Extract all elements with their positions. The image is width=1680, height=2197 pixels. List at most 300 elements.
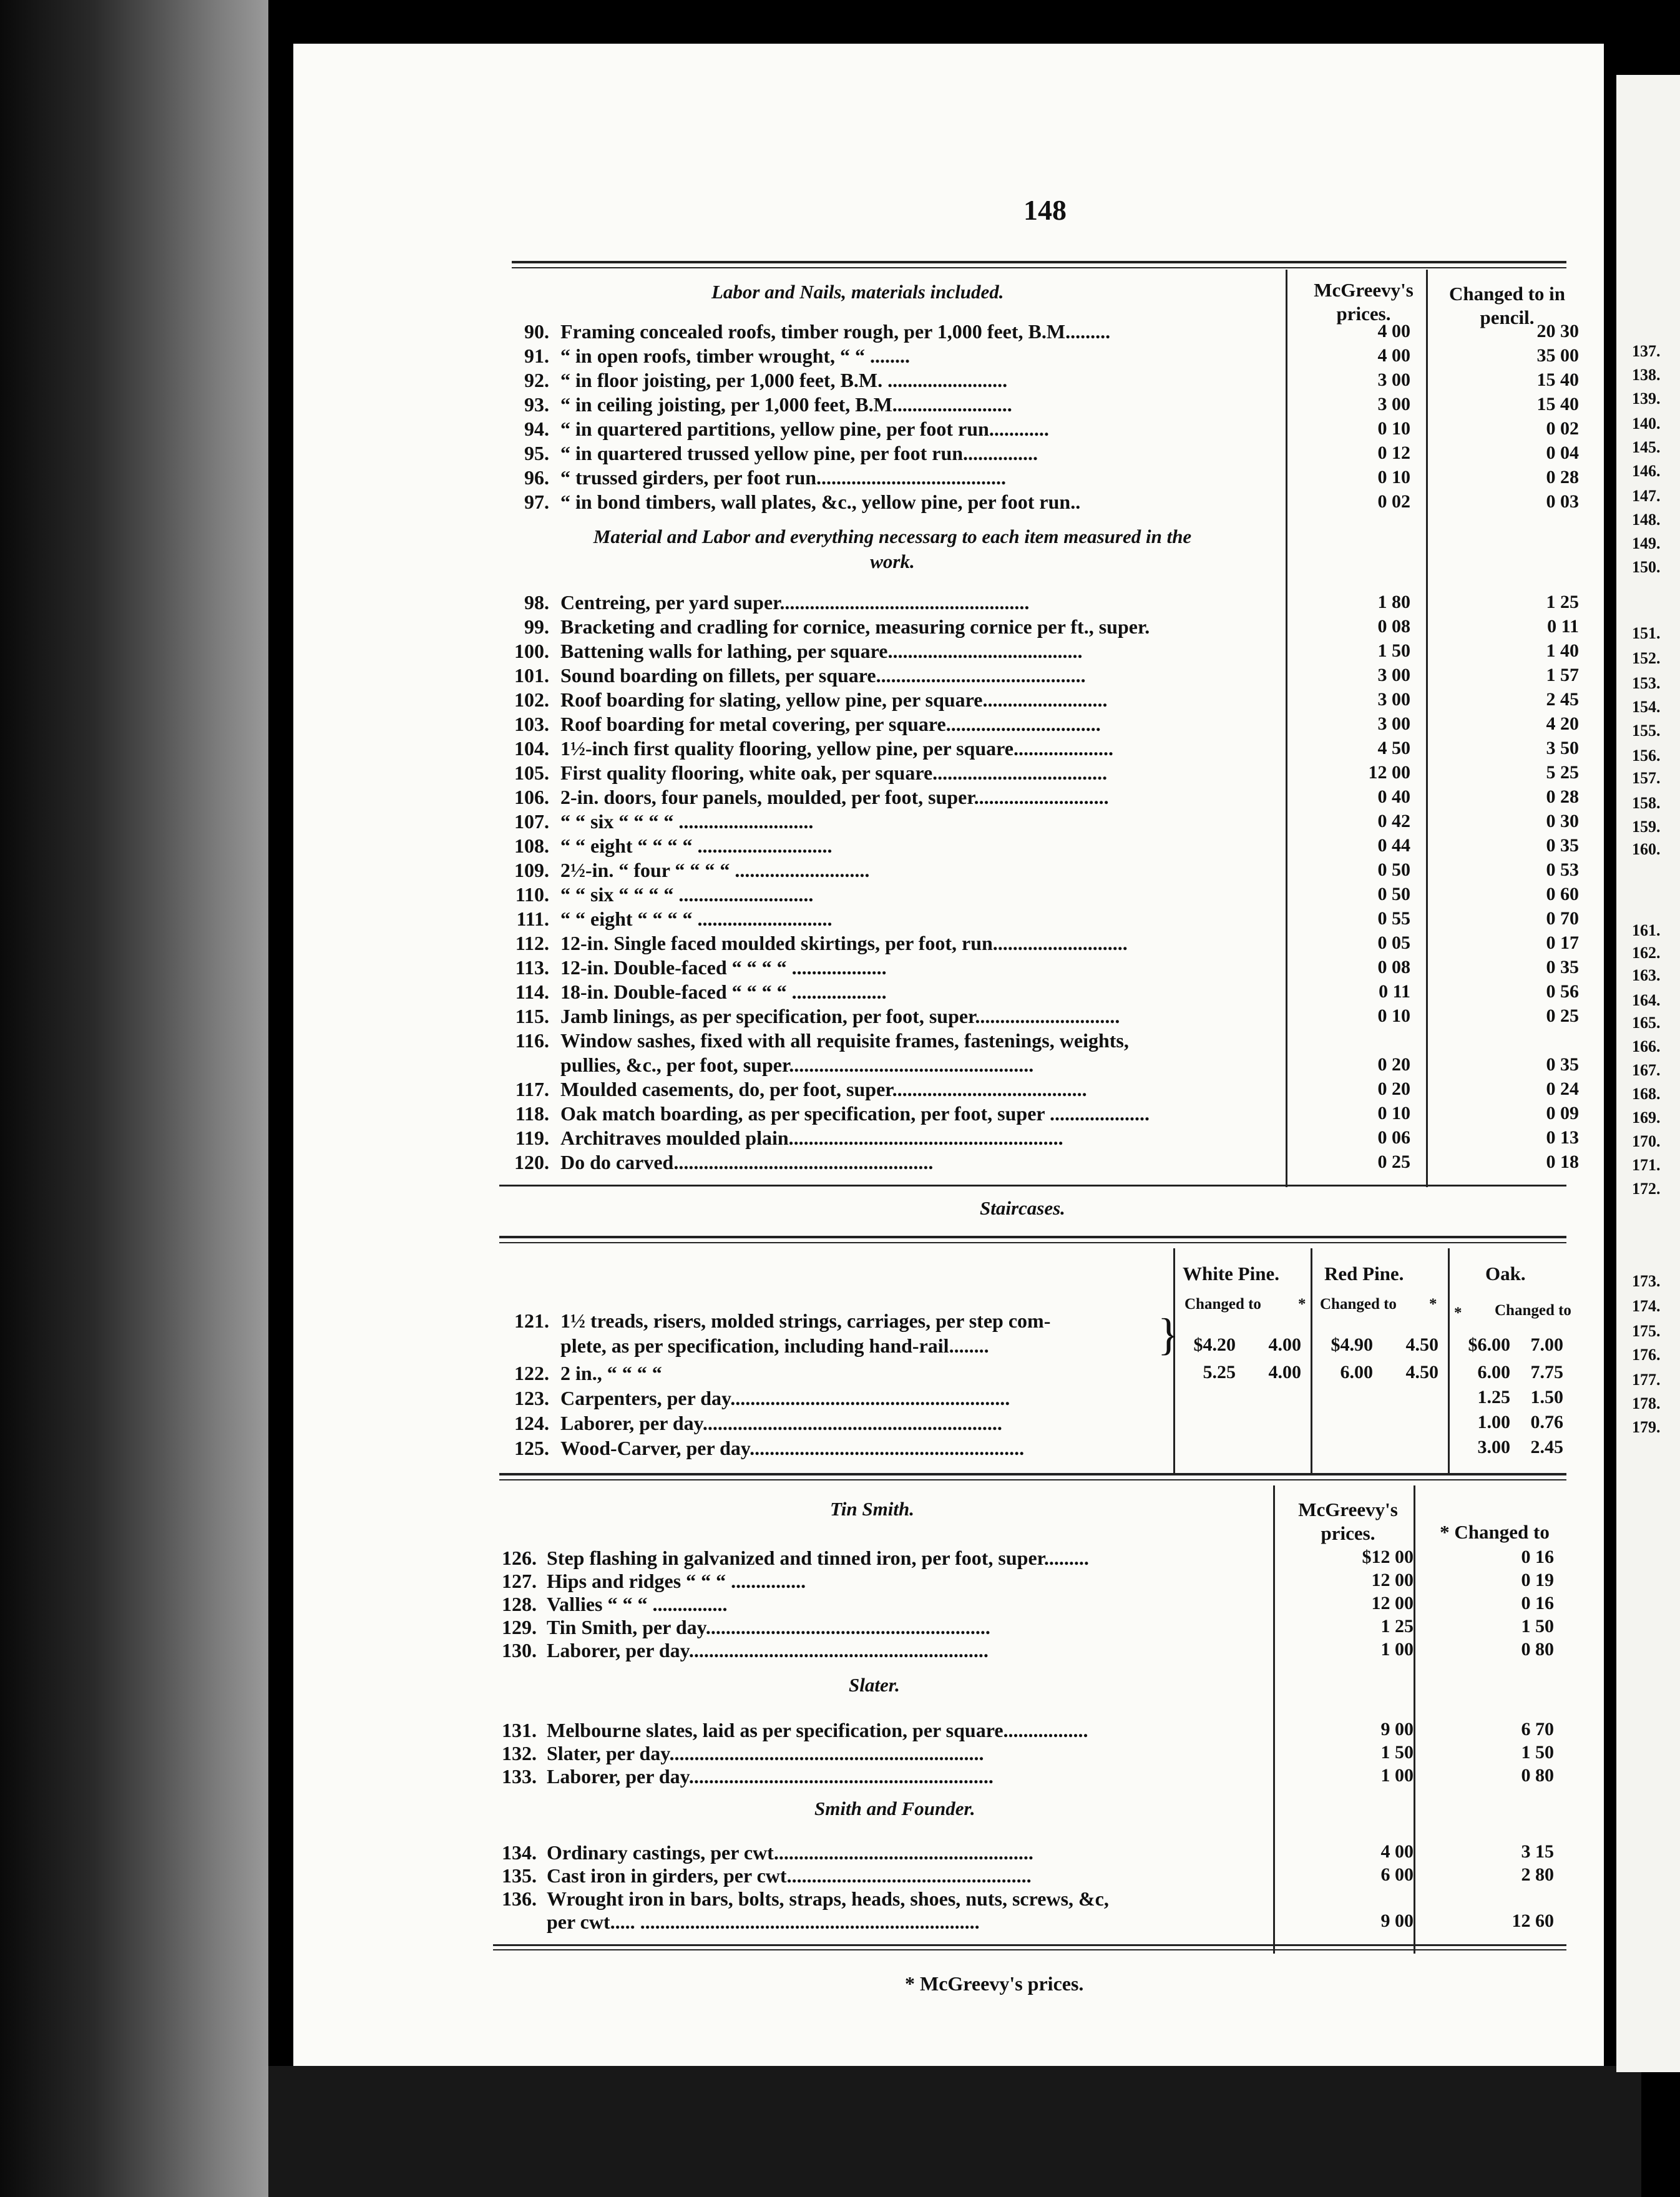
price-changed: 2 80 [1521,1864,1554,1885]
item-number: 114. [515,981,549,1003]
table-row [487,1150,1579,1174]
table-row [487,688,1579,712]
oak-changed: 7.00 [1530,1334,1563,1355]
price-changed: 0 80 [1521,1765,1554,1786]
item-number: 136. [502,1887,537,1910]
table-row [487,858,1579,882]
item-number: 101. [514,664,549,687]
red-pine-mcgreevy: 4.50 [1405,1362,1438,1382]
item-description: Jamb linings, as per specification, per foot, super............................. [560,1005,1120,1027]
price-mcgreevy: 3 00 [1377,713,1410,734]
adjacent-page-item-number: 150. [1632,558,1661,576]
item-number: 103. [514,713,549,735]
item-description: 12-in. Double-faced “ “ “ “ ................... [560,956,887,979]
stair-item-desc-cont: plete, as per specification, including hand-rail........ [560,1334,989,1357]
stair-item-desc: Wood-Carver, per day....................................................... [560,1437,1025,1459]
item-number: 129. [502,1616,537,1638]
item-description: Architraves moulded plain....................................................... [560,1127,1063,1149]
bottom-rule [493,1944,1566,1946]
price-changed: 0 28 [1546,467,1579,487]
adjacent-page-item-number: 146. [1632,462,1661,480]
tinsmith-title: Tin Smith. [830,1498,914,1520]
price-mcgreevy: 1 80 [1377,592,1410,612]
price-mcgreevy: 1 50 [1377,640,1410,661]
col-header-mcgreevy: McGreevy's prices. [1314,279,1414,325]
price-changed: 1 25 [1546,592,1579,612]
price-changed: 4 20 [1546,713,1579,734]
book-spine-edge [0,0,268,2197]
adjacent-page-item-number: 169. [1632,1108,1661,1127]
price-mcgreevy: 3 00 [1377,394,1410,414]
red-pine-changed: 6.00 [1340,1362,1373,1382]
price-changed: 15 40 [1536,394,1579,414]
price-changed: 0 18 [1546,1152,1579,1172]
tinsmith-col-divider [1414,1485,1415,1954]
smith-title: Smith and Founder. [814,1798,975,1819]
adjacent-page-item-number: 168. [1632,1085,1661,1103]
subtitle: Material and Labor and everything necessarg to each item measured in the [593,526,1192,547]
oak-mcgreevy: $6.00 [1468,1334,1510,1355]
price-mcgreevy: 0 25 [1377,1152,1410,1172]
item-description: Do do carved.................................................... [560,1151,934,1173]
table-row [487,834,1579,858]
brace: } [1158,1309,1179,1359]
price-changed: 0 35 [1546,1054,1579,1075]
item-description: per cwt..... .................................................................... [547,1911,980,1933]
price-changed: 0 03 [1546,491,1579,512]
table-row [487,1126,1579,1150]
adjacent-page-item-number: 153. [1632,674,1661,692]
stair-item-number: 121. [514,1309,549,1332]
price-changed: 6 70 [1521,1719,1554,1739]
item-number: 135. [502,1864,537,1887]
price-mcgreevy: 6 00 [1380,1864,1414,1885]
price-changed: 0 09 [1546,1103,1579,1123]
stair-item-desc: 2 in., “ “ “ “ [560,1362,662,1384]
item-number: 111. [516,908,549,930]
white-pine-mcgreevy: 4.00 [1268,1362,1301,1382]
table-row [487,1102,1579,1125]
price-mcgreevy: $12 00 [1362,1547,1414,1567]
price-mcgreevy: 0 06 [1377,1127,1410,1148]
table-row [487,1053,1579,1077]
price-changed: 2 45 [1546,689,1579,710]
item-description: Framing concealed roofs, timber rough, per 1,000 feet, B.M......... [560,320,1111,343]
page-bottom-shadow [268,2066,1641,2197]
table-row [487,712,1579,736]
item-description: Battening walls for lathing, per square....................................... [560,640,1083,662]
item-number: 92. [524,369,549,391]
table-row [487,1004,1579,1028]
item-description: Cast iron in girders, per cwt................................................. [547,1864,1032,1887]
item-description: 12-in. Single faced moulded skirtings, per foot, run........................... [560,932,1128,954]
price-mcgreevy: 9 00 [1380,1719,1414,1739]
table-row [487,931,1579,955]
stair-item-number: 122. [514,1362,549,1384]
price-mcgreevy: 0 40 [1377,786,1410,807]
adjacent-page-item-number: 149. [1632,534,1661,552]
item-number: 90. [524,320,549,343]
item-number: 98. [524,591,549,614]
white-pine-mcgreevy: 4.00 [1268,1334,1301,1355]
price-mcgreevy: 1 50 [1380,1742,1414,1763]
item-number: 132. [502,1742,537,1764]
price-changed: 0 35 [1546,957,1579,977]
item-description: Moulded casements, do, per foot, super....................................... [560,1078,1087,1100]
adjacent-page-item-number: 175. [1632,1322,1661,1340]
price-changed: 5 25 [1546,762,1579,783]
item-description: “ trussed girders, per foot run...................................... [560,466,1007,489]
price-changed: 1 40 [1546,640,1579,661]
item-description: 18-in. Double-faced “ “ “ “ ................... [560,981,887,1003]
table-row [487,761,1579,785]
item-number: 97. [524,491,549,513]
price-changed: 0 19 [1521,1570,1554,1590]
item-description: pullies, &c., per foot, super................................................. [560,1054,1034,1076]
price-mcgreevy: 3 00 [1377,369,1410,390]
price-changed: 1 57 [1546,665,1579,685]
white-pine-changed: 5.25 [1203,1362,1236,1382]
item-number: 109. [514,859,549,881]
table-row [487,810,1579,833]
adjacent-page-item-number: 164. [1632,991,1661,1009]
item-number: 106. [514,786,549,808]
table-row [487,590,1579,614]
price-changed: 0 02 [1546,418,1579,439]
price-mcgreevy: 12 00 [1371,1593,1414,1613]
adjacent-page-item-number: 177. [1632,1371,1661,1389]
oak-changed: 1.50 [1530,1387,1563,1407]
item-description: Hips and ridges “ “ “ ............... [547,1570,806,1592]
price-changed: 0 56 [1546,981,1579,1002]
item-number: 110. [515,883,549,906]
adjacent-page-item-number: 157. [1632,769,1661,787]
col-header-changed: Changed to in pencil. [1448,283,1566,328]
item-number: 119. [515,1127,549,1149]
table-row [487,663,1579,687]
oak-changed: 7.75 [1530,1362,1563,1382]
price-mcgreevy: 3 00 [1377,665,1410,685]
price-changed: 0 04 [1546,443,1579,463]
item-description: Centreing, per yard super.................................................. [560,591,1030,614]
white-pine-changed: $4.20 [1193,1334,1236,1355]
item-description: Oak match boarding, as per specification, per foot, super .................... [560,1102,1150,1125]
price-mcgreevy: 12 00 [1368,762,1410,783]
table-row [487,883,1579,906]
table-row [487,466,1579,489]
price-mcgreevy: 0 55 [1377,908,1410,929]
rp-star: * [1429,1296,1437,1313]
item-number: 131. [502,1719,537,1741]
stair-col-divider [1448,1248,1450,1473]
item-description: Vallies “ “ “ ............... [547,1593,728,1615]
adjacent-page-item-number: 152. [1632,649,1661,667]
price-mcgreevy: 0 11 [1379,981,1410,1002]
price-changed: 15 40 [1536,369,1579,390]
stair-col-divider [1311,1248,1312,1473]
item-description: Roof boarding for metal covering, per square............................... [560,713,1101,735]
table-row [487,615,1579,639]
price-changed: 0 16 [1521,1593,1554,1613]
stair-item-number: 125. [514,1437,549,1459]
price-mcgreevy: 0 50 [1377,884,1410,904]
price-mcgreevy: 9 00 [1380,1911,1414,1931]
top-double-rule [512,261,1566,263]
red-pine-header: Red Pine. [1324,1263,1404,1284]
item-description: Tin Smith, per day......................................................... [547,1616,990,1638]
price-changed: 3 15 [1521,1841,1554,1862]
item-number: 112. [515,932,549,954]
item-description: Bracketing and cradling for cornice, measuring cornice per ft., super. [560,615,1150,638]
table-row [487,785,1579,809]
wp-star: * [1298,1296,1306,1313]
price-changed: 1 50 [1521,1742,1554,1763]
item-description: Slater, per day............................................................... [547,1742,984,1764]
adjacent-page-item-number: 165. [1632,1014,1661,1032]
price-mcgreevy: 0 08 [1377,616,1410,637]
price-mcgreevy: 0 10 [1377,1006,1410,1026]
item-description: “ in quartered trussed yellow pine, per foot run............... [560,442,1038,464]
price-mcgreevy: 1 00 [1380,1639,1414,1660]
item-description: “ in ceiling joisting, per 1,000 feet, B.M........................ [560,393,1012,416]
oak-header: Oak. [1485,1263,1526,1284]
price-mcgreevy: 0 10 [1377,467,1410,487]
price-mcgreevy: 0 20 [1377,1079,1410,1099]
adjacent-page-item-number: 138. [1632,366,1661,384]
adjacent-page-item-number: 161. [1632,921,1661,939]
adjacent-page-item-number: 140. [1632,414,1661,433]
price-changed: 1 50 [1521,1616,1554,1637]
price-mcgreevy: 4 00 [1380,1841,1414,1862]
item-description: Melbourne slates, laid as per specification, per square................. [547,1719,1088,1741]
item-description: First quality flooring, white oak, per square................................... [560,761,1108,784]
item-number: 115. [515,1005,549,1027]
item-description: Laborer, per day............................................................. [547,1765,994,1788]
price-mcgreevy: 1 25 [1380,1616,1414,1637]
table-row [487,956,1579,979]
adjacent-page-item-number: 170. [1632,1132,1661,1150]
oak-changed-label: Changed to [1495,1302,1571,1319]
item-description: “ in floor joisting, per 1,000 feet, B.M. ........................ [560,369,1008,391]
rp-changed-label: Changed to [1320,1296,1397,1313]
price-mcgreevy: 0 05 [1377,932,1410,953]
adjacent-page-item-number: 147. [1632,487,1661,505]
adjacent-page-item-number: 145. [1632,438,1661,456]
table-row [487,907,1579,931]
adjacent-page-item-number: 162. [1632,944,1661,962]
price-mcgreevy: 4 00 [1377,321,1410,341]
adjacent-page-item-number: 160. [1632,840,1661,858]
top-double-rule [512,267,1566,268]
item-number: 113. [515,956,549,979]
oak-changed: 0.76 [1530,1412,1563,1432]
adjacent-page-item-number: 174. [1632,1297,1661,1315]
table-row [487,980,1579,1004]
item-number: 100. [514,640,549,662]
oak-mcgreevy: 1.00 [1477,1412,1510,1432]
tinsmith-col-mcgreevy: McGreevy's prices. [1298,1499,1398,1544]
item-number: 91. [524,345,549,367]
price-changed: 0 28 [1546,786,1579,807]
oak-mcgreevy: 1.25 [1477,1387,1510,1407]
item-number: 104. [514,737,549,760]
item-number: 126. [502,1547,537,1569]
price-changed: 0 24 [1546,1079,1579,1099]
table-row [487,393,1579,416]
adjacent-page-item-number: 172. [1632,1180,1661,1198]
item-number: 96. [524,466,549,489]
price-changed: 0 53 [1546,859,1579,880]
adjacent-page-item-number: 167. [1632,1061,1661,1079]
price-changed: 0 11 [1547,616,1579,637]
table-row [487,490,1579,514]
item-number: 108. [514,834,549,857]
item-description: “ “ six “ “ “ “ ........................... [560,883,814,906]
adjacent-page-item-number: 148. [1632,511,1661,529]
price-changed: 0 13 [1546,1127,1579,1148]
section-title: Labor and Nails, materials included. [711,281,1004,303]
item-description: “ “ eight “ “ “ “ ........................... [560,834,833,857]
table-row [487,344,1579,368]
item-number: 134. [502,1841,537,1864]
item-description: Roof boarding for slating, yellow pine, per square......................... [560,688,1108,711]
item-description: Ordinary castings, per cwt.................................................... [547,1841,1033,1864]
item-number: 95. [524,442,549,464]
item-number: 116. [515,1029,549,1052]
price-mcgreevy: 0 10 [1377,418,1410,439]
slater-title: Slater. [849,1674,900,1696]
oak-mcgreevy: 6.00 [1477,1362,1510,1382]
price-changed: 0 30 [1546,811,1579,831]
price-mcgreevy: 1 00 [1380,1765,1414,1786]
adjacent-page-item-number: 139. [1632,389,1661,408]
item-description: Laborer, per day............................................................ [547,1639,989,1661]
price-mcgreevy: 0 50 [1377,859,1410,880]
tinsmith-col-changed: * Changed to [1440,1521,1550,1543]
adjacent-page-item-number: 158. [1632,794,1661,812]
table-row [487,736,1579,760]
item-number: 94. [524,418,549,440]
double-rule [499,1479,1566,1480]
stair-item-number: 123. [514,1387,549,1409]
red-pine-changed: $4.90 [1331,1334,1373,1355]
table-row [487,441,1579,465]
red-pine-mcgreevy: 4.50 [1405,1334,1438,1355]
item-description: “ “ six “ “ “ “ ........................... [560,810,814,833]
item-number: 102. [514,688,549,711]
item-number: 118. [515,1102,549,1125]
price-mcgreevy: 0 08 [1377,957,1410,977]
item-description: Wrought iron in bars, bolts, straps, heads, shoes, nuts, screws, &c, [547,1887,1109,1910]
stair-item-desc: 1½ treads, risers, molded strings, carriages, per step com- [560,1309,1051,1332]
staircases-title: Staircases. [980,1197,1065,1219]
page-number: 148 [1023,194,1067,226]
price-mcgreevy: 4 00 [1377,345,1410,366]
price-mcgreevy: 4 50 [1377,738,1410,758]
white-pine-header: White Pine. [1183,1263,1279,1284]
item-number: 107. [514,810,549,833]
price-changed: 0 17 [1546,932,1579,953]
oak-changed: 2.45 [1530,1437,1563,1457]
stair-item-desc: Carpenters, per day........................................................ [560,1387,1010,1409]
price-changed: 3 50 [1546,738,1579,758]
adjacent-page-item-number: 156. [1632,746,1661,765]
price-mcgreevy: 0 20 [1377,1054,1410,1075]
item-number: 128. [502,1593,537,1615]
adjacent-page-item-number: 137. [1632,342,1661,360]
adjacent-page-item-number: 178. [1632,1394,1661,1412]
subtitle-cont: work. [870,550,915,572]
price-mcgreevy: 0 10 [1377,1103,1410,1123]
price-changed: 20 30 [1536,321,1579,341]
item-description: “ “ eight “ “ “ “ ........................... [560,908,833,930]
adjacent-page-item-number: 155. [1632,722,1661,740]
price-changed: 35 00 [1536,345,1579,366]
adjacent-page-item-number: 159. [1632,818,1661,836]
item-description: 2-in. doors, four panels, moulded, per foot, super........................... [560,786,1109,808]
table-row [487,320,1579,343]
section-rule [499,1185,1566,1187]
price-mcgreevy: 3 00 [1377,689,1410,710]
price-changed: 0 60 [1546,884,1579,904]
adjacent-page-item-number: 173. [1632,1272,1661,1290]
table-row [487,417,1579,441]
adjacent-page-item-number: 166. [1632,1037,1661,1055]
oak-mcgreevy: 3.00 [1477,1437,1510,1457]
item-number: 99. [524,615,549,638]
price-mcgreevy: 0 42 [1377,811,1410,831]
item-number: 120. [514,1151,549,1173]
item-description: Window sashes, fixed with all requisite frames, fastenings, weights, [560,1029,1129,1052]
price-changed: 0 35 [1546,835,1579,856]
price-changed: 0 25 [1546,1006,1579,1026]
price-changed: 12 60 [1512,1911,1554,1931]
price-changed: 0 80 [1521,1639,1554,1660]
footnote: * McGreevy's prices. [905,1972,1084,1995]
price-changed: 0 70 [1546,908,1579,929]
stair-item-number: 124. [514,1412,549,1434]
price-mcgreevy: 12 00 [1371,1570,1414,1590]
item-description: “ in open roofs, timber wrought, “ “ ........ [560,345,911,367]
item-description: Step flashing in galvanized and tinned iron, per foot, super......... [547,1547,1089,1569]
item-number: 130. [502,1639,537,1661]
item-number: 93. [524,393,549,416]
table-row [487,1029,1292,1052]
item-description: 1½-inch first quality flooring, yellow pine, per square.................... [560,737,1113,760]
price-mcgreevy: 0 12 [1377,443,1410,463]
tinsmith-col-divider [1273,1485,1275,1954]
item-number: 105. [514,761,549,784]
adjacent-page-item-number: 154. [1632,698,1661,716]
adjacent-page-item-number: 151. [1632,624,1661,642]
item-number: 127. [502,1570,537,1592]
stair-item-desc: Laborer, per day............................................................ [560,1412,1002,1434]
adjacent-page-item-number: 179. [1632,1418,1661,1436]
stair-col-divider [1173,1248,1175,1473]
item-description: “ in quartered partitions, yellow pine, per foot run............ [560,418,1049,440]
adjacent-page-item-number: 163. [1632,966,1661,984]
double-rule [499,1473,1566,1475]
item-description: 2½-in. “ four “ “ “ “ ........................... [560,859,870,881]
price-mcgreevy: 0 44 [1377,835,1410,856]
price-changed: 0 16 [1521,1547,1554,1567]
item-number: 117. [515,1078,549,1100]
wp-changed-label: Changed to [1184,1296,1261,1313]
column-divider-2 [1426,270,1428,1187]
price-mcgreevy: 0 02 [1377,491,1410,512]
item-description: “ in bond timbers, wall plates, &c., yellow pine, per foot run.. [560,491,1081,513]
adjacent-page-item-number: 176. [1632,1346,1661,1364]
